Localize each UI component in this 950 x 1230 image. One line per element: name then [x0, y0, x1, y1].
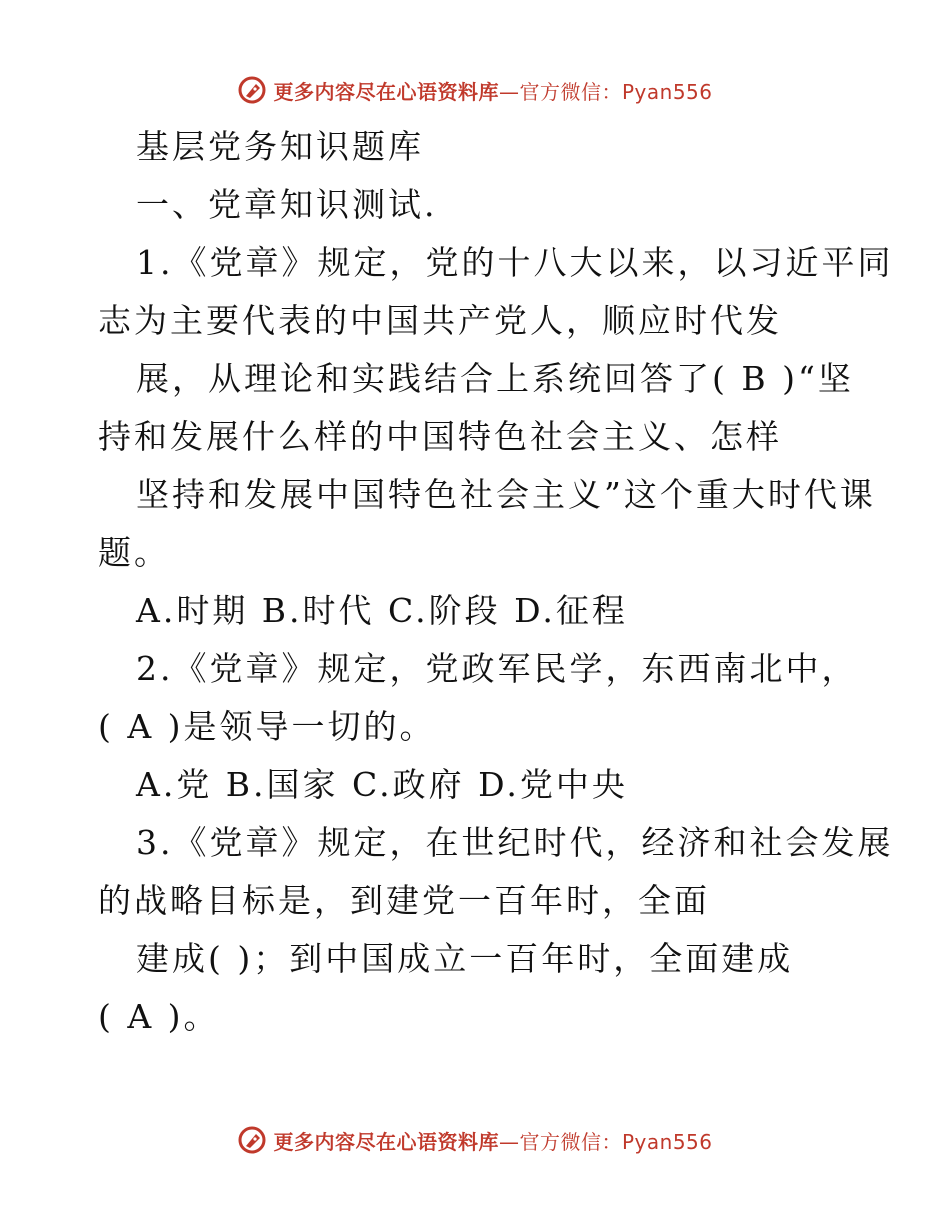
question-1-line-2: 志为主要代表的中国共产党人，顺应时代发 — [98, 301, 782, 340]
question-1-line-1: 1.《党章》规定，党的十八大以来，以习近平同 — [136, 243, 894, 282]
question-2-line-1: 2.《党章》规定，党政军民学，东西南北中， — [136, 649, 858, 688]
watermark-wechat-label: 官方微信： — [519, 79, 622, 104]
document-title: 基层党务知识题库 — [136, 127, 424, 166]
document-body — [98, 118, 894, 1046]
question-1-line-3: 展，从理论和实践结合上系统回答了( B )“坚 — [136, 359, 854, 398]
watermark-brand: 更多内容尽在心语资料库 — [273, 79, 499, 104]
question-3-line-2: 的战略目标是，到建党一百年时，全面 — [98, 881, 710, 920]
watermark-brand: 更多内容尽在心语资料库 — [273, 1129, 499, 1154]
header-watermark — [0, 70, 950, 110]
question-1-options: A.时期 B.时代 C.阶段 D.征程 — [136, 591, 628, 630]
watermark-account: Pyan556 — [621, 79, 713, 104]
question-2-line-2: ( A )是领导一切的。 — [98, 707, 436, 746]
question-2-options: A.党 B.国家 C.政府 D.党中央 — [136, 765, 628, 804]
watermark-account: Pyan556 — [621, 1129, 713, 1154]
watermark-text — [273, 1126, 712, 1155]
section-heading: 一、党章知识测试. — [136, 185, 438, 224]
question-1-line-6: 题。 — [98, 533, 170, 572]
question-1-line-5: 坚持和发展中国特色社会主义”这个重大时代课 — [136, 475, 876, 514]
question-1-line-4: 持和发展什么样的中国特色社会主义、怎样 — [98, 417, 782, 456]
footer-watermark — [0, 1120, 950, 1160]
question-3-line-1: 3.《党章》规定，在世纪时代，经济和社会发展 — [136, 823, 894, 862]
watermark-wechat-label: 官方微信： — [519, 1129, 622, 1154]
watermark-text — [273, 76, 712, 105]
watermark-separator: — — [498, 1129, 520, 1154]
question-3-line-4: ( A )。 — [98, 997, 220, 1036]
watermark-separator: — — [498, 79, 520, 104]
pen-nib-logo-icon — [237, 1125, 267, 1155]
pen-nib-logo-icon — [237, 75, 267, 105]
question-3-line-3: 建成( )；到中国成立一百年时，全面建成 — [136, 939, 794, 978]
